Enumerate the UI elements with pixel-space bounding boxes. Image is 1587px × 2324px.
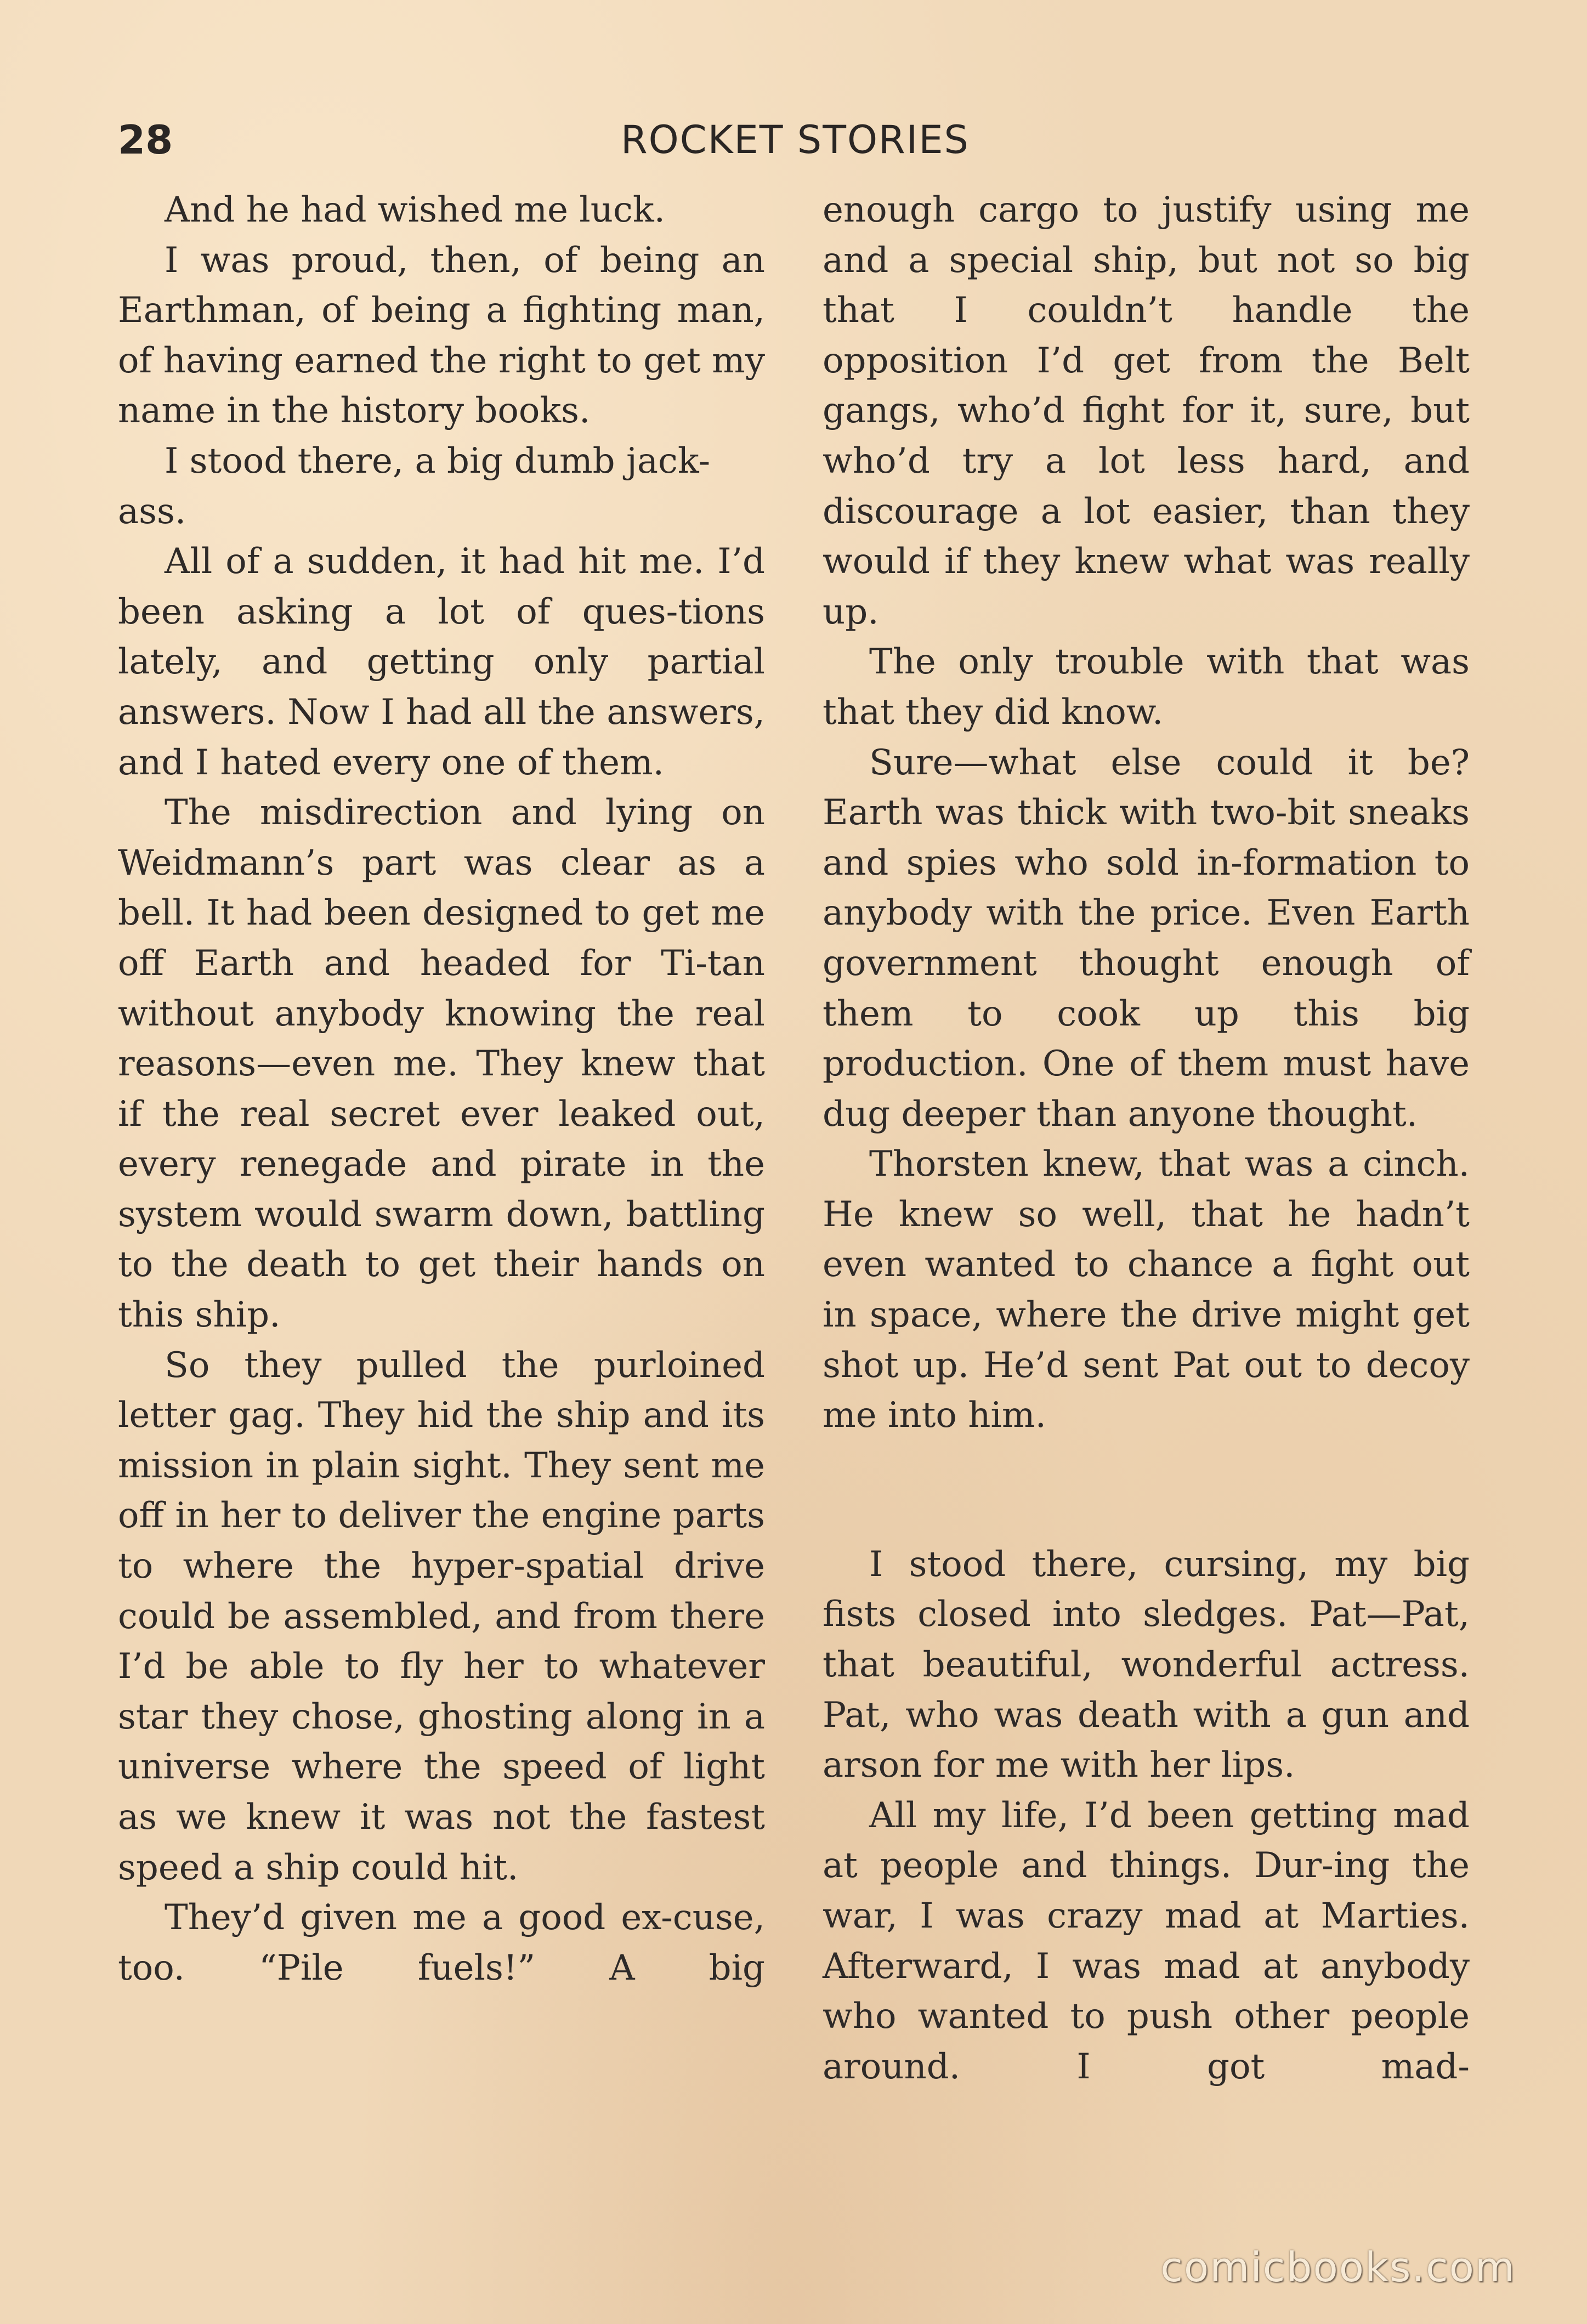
right-column [823, 185, 1470, 2092]
left-column [118, 185, 765, 1993]
paragraph: So they pulled the purloined letter gag. They hid the ship and its mission in plain sight. They sent me off in her to deliver the engine parts to where the hyper-spatial drive could be assembled, and from there I’d be able to fly her to whatever star they chose, ghosting along in a universe where the speed of light as we knew it was not the fastest speed a ship could hit. [118, 1345, 765, 1888]
paragraph: All of a sudden, it had hit me. I’d been asking a lot of ques-tions lately, and getting only partial answers. Now I had all the answers, and I hated every one of them. [118, 541, 765, 783]
paragraph: Sure—what else could it be? Earth was thick with two-bit sneaks and spies who sold in-formation to anybody with the price. Even Earth government thought enough of them to cook up this big production. One of them must have dug deeper than anyone thought. [823, 742, 1470, 1135]
page-header [118, 110, 1472, 170]
paragraph: The only trouble with that was that they did know. [823, 642, 1470, 733]
paragraph: I stood there, a big dumb jack-ass. [118, 440, 711, 532]
page-number: 28 [118, 117, 173, 163]
paragraph: I was proud, then, of being an Earthman, of being a fighting man, of having earned the right to get my name in the history books. [118, 240, 765, 432]
running-head: ROCKET STORIES [621, 117, 970, 162]
section-break [823, 1441, 1470, 1540]
paragraph: Thorsten knew, that was a cinch. He knew so well, that he hadn’t even wanted to chance a fight out in space, where the drive might get shot up. He’d sent Pat out to decoy me into him. [823, 1144, 1470, 1436]
paragraph: They’d given me a good ex-cuse, too. “Pile fuels!” A big [118, 1897, 765, 1988]
paragraph: enough cargo to justify using me and a special ship, but not so big that I couldn’t handle the opposition I’d get from the Belt gangs, who’d fight for it, sure, but who’d try a lot less hard, and discourage a lot easier, than they would if they knew what was really up. [823, 190, 1470, 632]
watermark: comicbooks.com [1160, 2244, 1516, 2291]
paragraph: All my life, I’d been getting mad at people and things. Dur-ing the war, I was crazy mad at Marties. Afterward, I was mad at anybody who wanted to push other people around. I got mad- [823, 1795, 1470, 2087]
paragraph: The misdirection and lying on Weidmann’s part was clear as a bell. It had been designed to get me off Earth and headed for Ti-tan without anybody knowing the real reasons—even me. They knew that if the real secret ever leaked out, every renegade and pirate in the system would swarm down, battling to the death to get their hands on this ship. [118, 792, 765, 1336]
paragraph: And he had wished me luck. [165, 190, 665, 230]
paragraph: I stood there, cursing, my big fists closed into sledges. Pat—Pat, that beautiful, wonderful actress. Pat, who was death with a gun and arson for me with her lips. [823, 1544, 1470, 1786]
